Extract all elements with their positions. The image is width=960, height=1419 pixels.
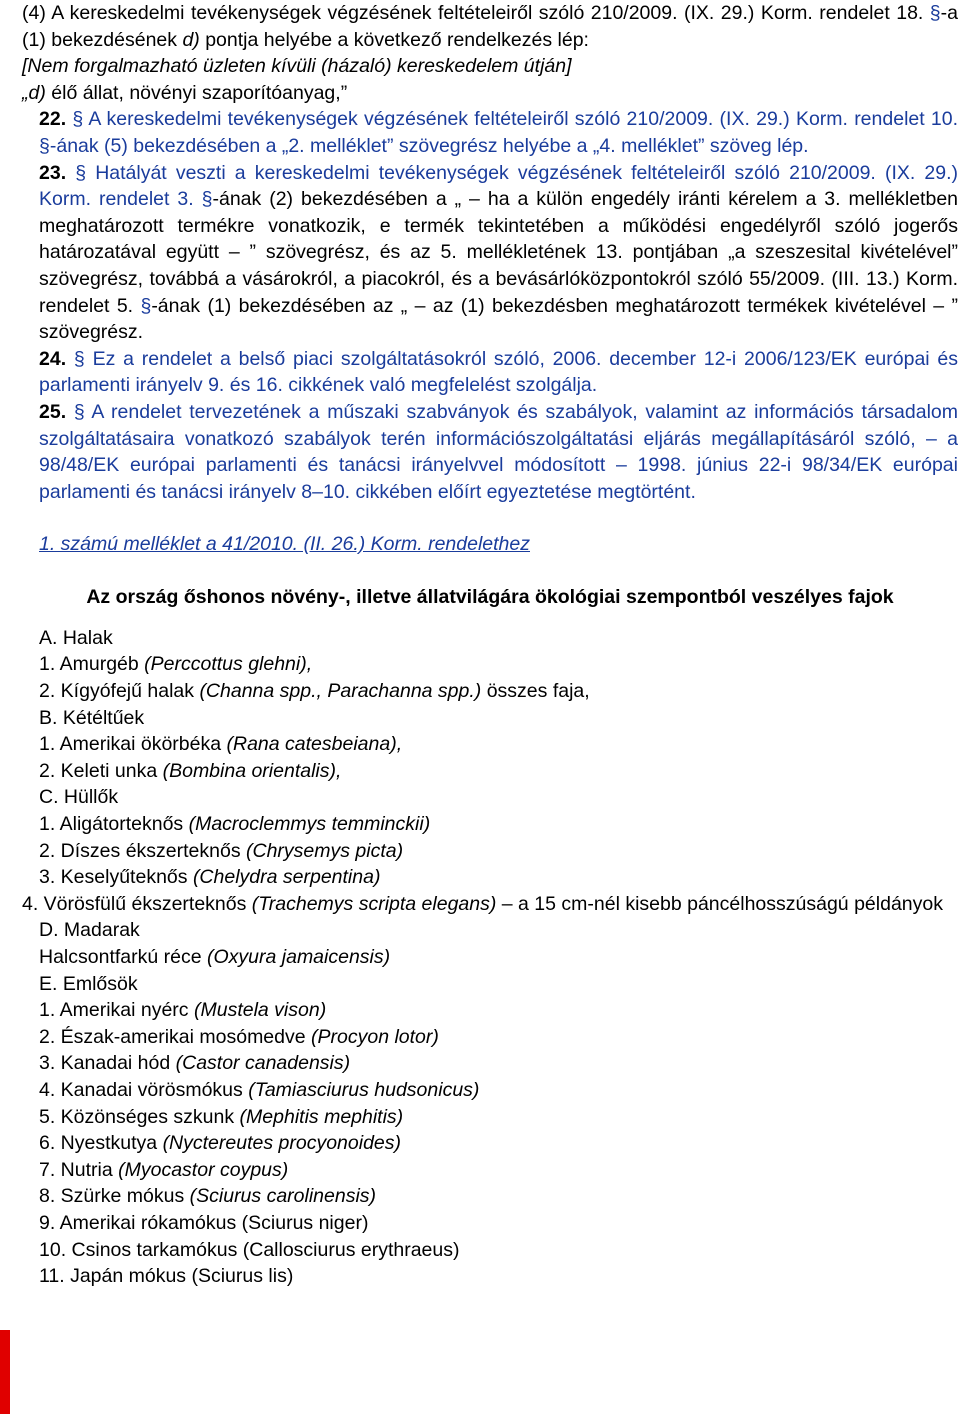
paragraph-number: 22.	[39, 108, 67, 131]
species-list-item: 7. Nutria (Myocastor coypus)	[39, 1158, 289, 1181]
species-list	[22, 625, 958, 1290]
paragraph-number: 25.	[39, 400, 67, 423]
section-link[interactable]: §	[140, 294, 152, 317]
species-list-item: 8. Szürke mókus (Sciurus carolinensis)	[39, 1185, 377, 1208]
species-list-item: Halcsontfarkú réce (Oxyura jamaicensis)	[39, 946, 391, 968]
intro-line-2: Korm. rendelet 18.	[760, 2, 924, 24]
species-list-item: 2. Kígyófejű halak (Channa spp., Parachanna spp.) összes faja,	[39, 680, 590, 703]
revision-marker-bar	[0, 1330, 10, 1414]
species-list-item: A. Halak	[39, 626, 113, 649]
species-list-item: B. Kétéltűek	[39, 706, 145, 729]
paragraph-23: 23. § Hatályát veszti a kereskedelmi tevékenységek végzésének feltételeiről szóló 210/2009. (IX. 29.) Korm. rendelet 3. §-ának (2) bekezdésében a „ – ha a külön engedély iránti kérelem a 3. mellékletben meghatározott termékre vonatkozik, e termék tekintetében a működési engedélyről szóló jogerős határozatával együtt – ” szövegrész, és az 5. mellékletének 13. pontjában „a szeszesital kivételével” szövegrész, továbbá a vásárokról, a piacokról, és a bevásárlóközpontokról szóló 55/2009. (III. 13.) Korm. rendelet 5. §-ának (1) bekezdésében az „ – az (1) bekezdésben meghatározott termékek kivételével – ” szövegrész.	[39, 161, 959, 344]
paragraph-number: 24.	[39, 347, 67, 370]
section-link[interactable]: §	[73, 400, 85, 423]
paragraph-intro: (4) A kereskedelmi tevékenységek végzésének feltételeiről szóló 210/2009. (IX. 29.) Korm. rendelet 18. §-a (1) bekezdésének d) pontja helyébe a következő rendelkezés lép: [Nem forgalmazható üzleten kívüli (házaló) kereskedelem útján] „d) élő állat, növényi szaporítóanyag,”	[22, 2, 958, 104]
annex-heading-link[interactable]: 1. számú melléklet a 41/2010. (II. 26.) Korm. rendelethez	[39, 533, 530, 556]
species-list-item: C. Hüllők	[39, 786, 119, 809]
section-sign[interactable]: §	[929, 2, 941, 24]
section-link[interactable]: §	[73, 347, 85, 370]
section-link[interactable]: §	[75, 161, 87, 184]
paragraph-22: 22. § A kereskedelmi tevékenységek végzésének feltételeiről szóló 210/2009. (IX. 29.) Korm. rendelet 10. §-ának (5) bekezdésében a „2. melléklet” szövegrész helyébe a „4. melléklet” szöveg lép.	[39, 108, 958, 157]
species-list-item: 4. Vörösfülű ékszerteknős (Trachemys scripta elegans) – a 15 cm-nél kisebb páncélhosszúságú példányok	[22, 892, 943, 915]
species-list-item: 2. Keleti unka (Bombina orientalis),	[39, 759, 342, 782]
paragraph-24: 24. § Ez a rendelet a belső piaci szolgáltatásokról szóló, 2006. december 12-i 2006/123/EK európai és parlamenti irányelv 9. és 16. cikkének való megfelelést szolgálja.	[39, 347, 959, 397]
species-list-item: 1. Amerikai ökörbéka (Rana catesbeiana),	[39, 733, 403, 756]
species-list-item: D. Madarak	[39, 919, 140, 942]
species-list-item: E. Emlősök	[39, 972, 138, 995]
section-link[interactable]: §	[39, 134, 50, 157]
species-list-item: 2. Díszes ékszerteknős (Chrysemys picta)	[39, 839, 404, 862]
species-list-item: 6. Nyestkutya (Nyctereutes procyonoides)	[39, 1132, 401, 1155]
species-list-item: 5. Közönséges szkunk (Mephitis mephitis)	[39, 1105, 404, 1128]
species-list-item: 1. Aligátorteknős (Macroclemmys temminckii)	[39, 813, 431, 836]
species-list-item: 10. Csinos tarkamókus (Callosciurus erythraeus)	[39, 1238, 460, 1261]
species-list-item: 3. Keselyűteknős (Chelydra serpentina)	[39, 866, 381, 889]
section-link[interactable]: §	[201, 188, 213, 211]
annex-title: Az ország őshonos növény-, illetve állatvilágára ökológiai szempontból veszélyes fajok	[86, 585, 894, 608]
species-list-item: 11. Japán mókus (Sciurus lis)	[39, 1265, 294, 1288]
species-list-item: 1. Amerikai nyérc (Mustela vison)	[39, 999, 327, 1022]
species-list-item: 2. Észak-amerikai mosómedve (Procyon lotor)	[39, 1025, 439, 1048]
intro-bracket-line: [Nem forgalmazható üzleten kívüli (házaló) kereskedelem útján]	[22, 55, 572, 78]
paragraph-number: 23.	[39, 161, 67, 184]
paragraph-25: 25. § A rendelet tervezetének a műszaki szabványok és szabályok, valamint az információs társadalom szolgáltatásaira vonatkozó szabályok terén információszolgáltatási eljárás megállapításáról szóló, – a 98/48/EK európai parlamenti és tanácsi irányelvvel módosított – 1998. június 22-i 98/34/EK európai parlamenti és tanácsi irányelv 8–10. cikkében előírt egyeztetése megtörtént.	[39, 400, 959, 503]
intro-line-1: (4) A kereskedelmi tevékenységek végzésének feltételeiről szóló 210/2009. (IX. 29.)	[22, 2, 755, 24]
species-list-item: 1. Amurgéb (Perccottus glehni),	[39, 653, 313, 676]
species-list-item: 3. Kanadai hód (Castor canadensis)	[39, 1052, 351, 1075]
species-list-item: 4. Kanadai vörösmókus (Tamiasciurus hudsonicus)	[39, 1078, 480, 1101]
document-page	[22, 0, 958, 1290]
section-link[interactable]: §	[72, 108, 84, 131]
species-list-item: 9. Amerikai rókamókus (Sciurus niger)	[39, 1211, 369, 1234]
